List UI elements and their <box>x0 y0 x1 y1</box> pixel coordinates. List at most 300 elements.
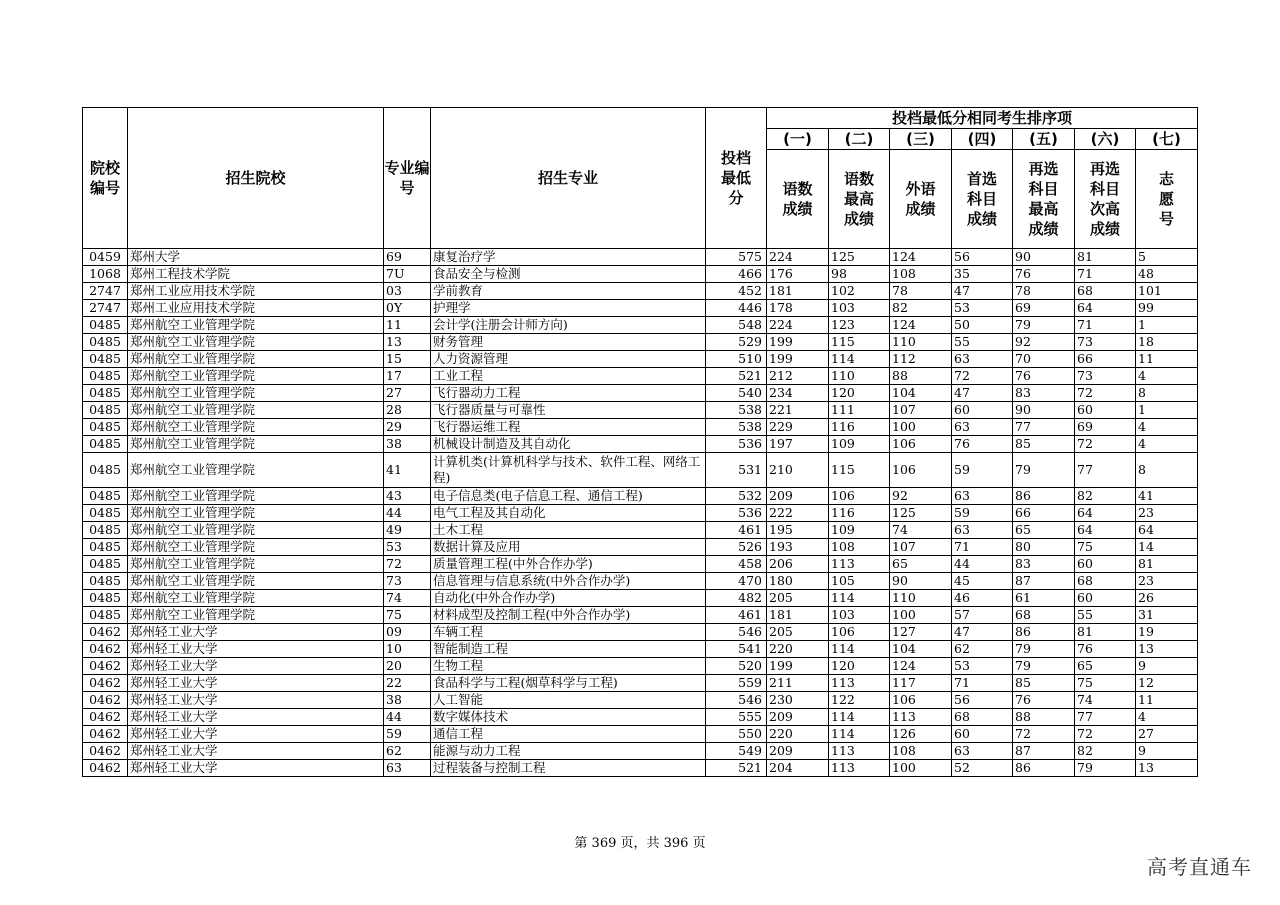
rank-item-cell: 113 <box>829 675 890 692</box>
rank-item-cell: 81 <box>1075 624 1136 641</box>
rank-item-cell: 74 <box>1075 692 1136 709</box>
rank-item-cell: 108 <box>890 266 952 283</box>
major-code-cell: 44 <box>384 709 431 726</box>
rank-item-cell: 72 <box>1075 726 1136 743</box>
rank-item-cell: 60 <box>1075 556 1136 573</box>
rank-item-cell: 64 <box>1075 522 1136 539</box>
rank-item-cell: 113 <box>890 709 952 726</box>
rank-item-cell: 14 <box>1136 539 1198 556</box>
school-name-cell: 郑州轻工业大学 <box>128 624 384 641</box>
rank-item-cell: 112 <box>890 351 952 368</box>
min-score-cell: 541 <box>706 641 767 658</box>
school-name-cell: 郑州工业应用技术学院 <box>128 300 384 317</box>
rank-item-cell: 69 <box>1013 300 1075 317</box>
rank-item-cell: 73 <box>1075 334 1136 351</box>
rank-item-cell: 104 <box>890 385 952 402</box>
major-code-cell: 75 <box>384 607 431 624</box>
school-name-cell: 郑州轻工业大学 <box>128 709 384 726</box>
major-code-cell: 11 <box>384 317 431 334</box>
rank-item-cell: 46 <box>952 590 1013 607</box>
rank-item-cell: 110 <box>829 368 890 385</box>
school-code-cell: 0462 <box>83 658 128 675</box>
rank-item-cell: 48 <box>1136 266 1198 283</box>
min-score-cell: 446 <box>706 300 767 317</box>
rank-item-cell: 47 <box>952 624 1013 641</box>
rank-item-cell: 107 <box>890 402 952 419</box>
min-score-cell: 536 <box>706 505 767 522</box>
rank-item-cell: 90 <box>890 573 952 590</box>
school-code-cell: 0485 <box>83 590 128 607</box>
rank-item-cell: 114 <box>829 709 890 726</box>
rank-item-cell: 68 <box>952 709 1013 726</box>
rank-item-cell: 79 <box>1013 641 1075 658</box>
rank-item-cell: 110 <box>890 334 952 351</box>
school-name-cell: 郑州航空工业管理学院 <box>128 607 384 624</box>
table-row <box>83 249 1198 266</box>
rank-item-cell: 85 <box>1013 436 1075 453</box>
school-name-cell: 郑州轻工业大学 <box>128 641 384 658</box>
rank-item-cell: 1 <box>1136 317 1198 334</box>
school-code-cell: 0485 <box>83 573 128 590</box>
rank-item-cell: 68 <box>1075 283 1136 300</box>
rank-item-cell: 229 <box>767 419 829 436</box>
rank-item-cell: 125 <box>890 505 952 522</box>
rank-item-cell: 108 <box>829 539 890 556</box>
school-code-cell: 0485 <box>83 556 128 573</box>
table-row <box>83 641 1198 658</box>
rank-item-cell: 126 <box>890 726 952 743</box>
rank-item-cell: 75 <box>1075 539 1136 556</box>
rank-item-cell: 66 <box>1075 351 1136 368</box>
rank-item-cell: 69 <box>1075 419 1136 436</box>
rank-item-cell: 220 <box>767 641 829 658</box>
rank-item-cell: 209 <box>767 709 829 726</box>
header-min-score: 投档最低分 <box>706 108 767 249</box>
school-name-cell: 郑州航空工业管理学院 <box>128 419 384 436</box>
school-code-cell: 0485 <box>83 317 128 334</box>
table-row <box>83 419 1198 436</box>
rank-item-cell: 102 <box>829 283 890 300</box>
school-code-cell: 0462 <box>83 641 128 658</box>
rank-item-cell: 72 <box>1075 436 1136 453</box>
rank-item-cell: 45 <box>952 573 1013 590</box>
major-code-cell: 41 <box>384 453 431 488</box>
rank-item-cell: 71 <box>952 675 1013 692</box>
rank-item-cell: 65 <box>890 556 952 573</box>
school-code-cell: 0485 <box>83 522 128 539</box>
rank-item-cell: 176 <box>767 266 829 283</box>
rank-item-cell: 76 <box>1013 368 1075 385</box>
school-name-cell: 郑州航空工业管理学院 <box>128 334 384 351</box>
rank-item-cell: 221 <box>767 402 829 419</box>
rank-item-cell: 99 <box>1136 300 1198 317</box>
rank-item-cell: 31 <box>1136 607 1198 624</box>
rank-item-cell: 210 <box>767 453 829 488</box>
rank-item-cell: 79 <box>1013 658 1075 675</box>
major-name-cell: 数字媒体技术 <box>431 709 706 726</box>
rank-item-cell: 212 <box>767 368 829 385</box>
rank-item-cell: 209 <box>767 743 829 760</box>
major-code-cell: 03 <box>384 283 431 300</box>
major-code-cell: 73 <box>384 573 431 590</box>
rank-item-cell: 108 <box>890 743 952 760</box>
major-code-cell: 53 <box>384 539 431 556</box>
school-name-cell: 郑州航空工业管理学院 <box>128 522 384 539</box>
rank-item-cell: 11 <box>1136 692 1198 709</box>
table-row <box>83 522 1198 539</box>
major-code-cell: 7U <box>384 266 431 283</box>
school-name-cell: 郑州航空工业管理学院 <box>128 368 384 385</box>
major-name-cell: 信息管理与信息系统(中外合作办学) <box>431 573 706 590</box>
rank-item-cell: 206 <box>767 556 829 573</box>
min-score-cell: 559 <box>706 675 767 692</box>
rank-item-cell: 26 <box>1136 590 1198 607</box>
rank-item-cell: 114 <box>829 590 890 607</box>
table-row <box>83 726 1198 743</box>
school-code-cell: 0485 <box>83 402 128 419</box>
major-name-cell: 土木工程 <box>431 522 706 539</box>
rank-item-cell: 12 <box>1136 675 1198 692</box>
table-row <box>83 351 1198 368</box>
min-score-cell: 461 <box>706 607 767 624</box>
table-row <box>83 573 1198 590</box>
rank-item-cell: 109 <box>829 522 890 539</box>
rank-item-cell: 113 <box>829 556 890 573</box>
major-name-cell: 学前教育 <box>431 283 706 300</box>
school-code-cell: 0485 <box>83 351 128 368</box>
major-code-cell: 69 <box>384 249 431 266</box>
rank-item-cell: 106 <box>890 453 952 488</box>
rank-item-cell: 181 <box>767 607 829 624</box>
rank-item-cell: 106 <box>890 692 952 709</box>
major-code-cell: 38 <box>384 436 431 453</box>
major-code-cell: 44 <box>384 505 431 522</box>
rank-item-cell: 62 <box>952 641 1013 658</box>
table-row <box>83 266 1198 283</box>
major-name-cell: 食品安全与检测 <box>431 266 706 283</box>
min-score-cell: 538 <box>706 402 767 419</box>
rank-item-cell: 113 <box>829 760 890 777</box>
major-name-cell: 过程装备与控制工程 <box>431 760 706 777</box>
table-row <box>83 488 1198 505</box>
header-sub-label: 语数最高成绩 <box>829 150 890 249</box>
min-score-cell: 540 <box>706 385 767 402</box>
rank-item-cell: 83 <box>1013 385 1075 402</box>
major-name-cell: 生物工程 <box>431 658 706 675</box>
school-code-cell: 0485 <box>83 436 128 453</box>
major-code-cell: 49 <box>384 522 431 539</box>
rank-item-cell: 124 <box>890 249 952 266</box>
rank-item-cell: 80 <box>1013 539 1075 556</box>
major-code-cell: 27 <box>384 385 431 402</box>
rank-item-cell: 13 <box>1136 760 1198 777</box>
min-score-cell: 536 <box>706 436 767 453</box>
min-score-cell: 529 <box>706 334 767 351</box>
rank-item-cell: 60 <box>952 402 1013 419</box>
rank-item-cell: 4 <box>1136 368 1198 385</box>
rank-item-cell: 199 <box>767 334 829 351</box>
rank-item-cell: 104 <box>890 641 952 658</box>
school-name-cell: 郑州航空工业管理学院 <box>128 402 384 419</box>
rank-item-cell: 73 <box>1075 368 1136 385</box>
admission-table <box>82 107 1198 777</box>
school-code-cell: 2747 <box>83 300 128 317</box>
rank-item-cell: 234 <box>767 385 829 402</box>
header-ranking-group: 投档最低分相同考生排序项 <box>767 108 1198 129</box>
rank-item-cell: 4 <box>1136 419 1198 436</box>
rank-item-cell: 230 <box>767 692 829 709</box>
header-sub-label: 再选科目最高成绩 <box>1013 150 1075 249</box>
min-score-cell: 555 <box>706 709 767 726</box>
table-row <box>83 385 1198 402</box>
rank-item-cell: 72 <box>952 368 1013 385</box>
rank-item-cell: 101 <box>1136 283 1198 300</box>
rank-item-cell: 220 <box>767 726 829 743</box>
major-name-cell: 计算机类(计算机科学与技术、软件工程、网络工程) <box>431 453 706 488</box>
table-row <box>83 505 1198 522</box>
rank-item-cell: 63 <box>952 743 1013 760</box>
rank-item-cell: 8 <box>1136 385 1198 402</box>
rank-item-cell: 60 <box>1075 590 1136 607</box>
rank-item-cell: 110 <box>890 590 952 607</box>
major-code-cell: 63 <box>384 760 431 777</box>
table-row <box>83 402 1198 419</box>
rank-item-cell: 125 <box>829 249 890 266</box>
rank-item-cell: 56 <box>952 692 1013 709</box>
school-name-cell: 郑州航空工业管理学院 <box>128 351 384 368</box>
school-name-cell: 郑州轻工业大学 <box>128 658 384 675</box>
rank-item-cell: 90 <box>1013 402 1075 419</box>
rank-item-cell: 115 <box>829 453 890 488</box>
min-score-cell: 526 <box>706 539 767 556</box>
table-row <box>83 300 1198 317</box>
rank-item-cell: 197 <box>767 436 829 453</box>
school-code-cell: 1068 <box>83 266 128 283</box>
header-order-label: (一) <box>767 129 829 150</box>
header-major-code: 专业编号 <box>384 108 431 249</box>
rank-item-cell: 65 <box>1013 522 1075 539</box>
rank-item-cell: 68 <box>1075 573 1136 590</box>
rank-item-cell: 59 <box>952 453 1013 488</box>
major-code-cell: 72 <box>384 556 431 573</box>
rank-item-cell: 205 <box>767 590 829 607</box>
rank-item-cell: 4 <box>1136 436 1198 453</box>
rank-item-cell: 44 <box>952 556 1013 573</box>
rank-item-cell: 205 <box>767 624 829 641</box>
rank-item-cell: 86 <box>1013 624 1075 641</box>
major-name-cell: 食品科学与工程(烟草科学与工程) <box>431 675 706 692</box>
rank-item-cell: 90 <box>1013 249 1075 266</box>
rank-item-cell: 88 <box>1013 709 1075 726</box>
rank-item-cell: 76 <box>1013 692 1075 709</box>
major-name-cell: 人力资源管理 <box>431 351 706 368</box>
major-code-cell: 62 <box>384 743 431 760</box>
rank-item-cell: 86 <box>1013 760 1075 777</box>
major-code-cell: 43 <box>384 488 431 505</box>
major-name-cell: 电子信息类(电子信息工程、通信工程) <box>431 488 706 505</box>
school-name-cell: 郑州轻工业大学 <box>128 726 384 743</box>
rank-item-cell: 81 <box>1075 249 1136 266</box>
rank-item-cell: 199 <box>767 351 829 368</box>
rank-item-cell: 85 <box>1013 675 1075 692</box>
rank-item-cell: 115 <box>829 334 890 351</box>
rank-item-cell: 116 <box>829 419 890 436</box>
rank-item-cell: 64 <box>1075 300 1136 317</box>
school-name-cell: 郑州航空工业管理学院 <box>128 385 384 402</box>
school-code-cell: 0462 <box>83 743 128 760</box>
min-score-cell: 546 <box>706 624 767 641</box>
major-name-cell: 飞行器质量与可靠性 <box>431 402 706 419</box>
header-order-label: (二) <box>829 129 890 150</box>
rank-item-cell: 47 <box>952 283 1013 300</box>
rank-item-cell: 64 <box>1136 522 1198 539</box>
major-name-cell: 康复治疗学 <box>431 249 706 266</box>
rank-item-cell: 109 <box>829 436 890 453</box>
school-code-cell: 0485 <box>83 368 128 385</box>
rank-item-cell: 23 <box>1136 505 1198 522</box>
rank-item-cell: 211 <box>767 675 829 692</box>
header-sub-label: 语数成绩 <box>767 150 829 249</box>
rank-item-cell: 79 <box>1013 453 1075 488</box>
rank-item-cell: 103 <box>829 607 890 624</box>
school-code-cell: 0462 <box>83 709 128 726</box>
major-name-cell: 人工智能 <box>431 692 706 709</box>
rank-item-cell: 19 <box>1136 624 1198 641</box>
rank-item-cell: 193 <box>767 539 829 556</box>
rank-item-cell: 41 <box>1136 488 1198 505</box>
min-score-cell: 546 <box>706 692 767 709</box>
rank-item-cell: 107 <box>890 539 952 556</box>
rank-item-cell: 71 <box>1075 317 1136 334</box>
rank-item-cell: 224 <box>767 317 829 334</box>
table-row <box>83 692 1198 709</box>
rank-item-cell: 71 <box>1075 266 1136 283</box>
major-name-cell: 工业工程 <box>431 368 706 385</box>
rank-item-cell: 199 <box>767 658 829 675</box>
major-name-cell: 材料成型及控制工程(中外合作办学) <box>431 607 706 624</box>
table-row <box>83 334 1198 351</box>
rank-item-cell: 66 <box>1013 505 1075 522</box>
table-row <box>83 453 1198 488</box>
header-sub-label: 首选科目成绩 <box>952 150 1013 249</box>
major-code-cell: 38 <box>384 692 431 709</box>
rank-item-cell: 111 <box>829 402 890 419</box>
rank-item-cell: 116 <box>829 505 890 522</box>
rank-item-cell: 78 <box>1013 283 1075 300</box>
rank-item-cell: 56 <box>952 249 1013 266</box>
school-code-cell: 0485 <box>83 505 128 522</box>
header-sub-label: 志愿号 <box>1136 150 1198 249</box>
rank-item-cell: 68 <box>1013 607 1075 624</box>
major-name-cell: 机械设计制造及其自动化 <box>431 436 706 453</box>
major-code-cell: 17 <box>384 368 431 385</box>
header-order-label: (四) <box>952 129 1013 150</box>
rank-item-cell: 74 <box>890 522 952 539</box>
rank-item-cell: 180 <box>767 573 829 590</box>
rank-item-cell: 9 <box>1136 658 1198 675</box>
table-row <box>83 607 1198 624</box>
major-name-cell: 数据计算及应用 <box>431 539 706 556</box>
major-code-cell: 15 <box>384 351 431 368</box>
min-score-cell: 521 <box>706 368 767 385</box>
rank-item-cell: 79 <box>1075 760 1136 777</box>
school-name-cell: 郑州轻工业大学 <box>128 743 384 760</box>
major-code-cell: 74 <box>384 590 431 607</box>
header-sub-label: 再选科目次高成绩 <box>1075 150 1136 249</box>
rank-item-cell: 106 <box>829 624 890 641</box>
table-row <box>83 283 1198 300</box>
school-name-cell: 郑州航空工业管理学院 <box>128 436 384 453</box>
rank-item-cell: 72 <box>1013 726 1075 743</box>
rank-item-cell: 65 <box>1075 658 1136 675</box>
rank-item-cell: 222 <box>767 505 829 522</box>
rank-item-cell: 81 <box>1136 556 1198 573</box>
table-row <box>83 368 1198 385</box>
header-order-label: (六) <box>1075 129 1136 150</box>
watermark-text: 高考直通车 <box>1147 855 1252 879</box>
rank-item-cell: 63 <box>952 419 1013 436</box>
major-name-cell: 自动化(中外合作办学) <box>431 590 706 607</box>
major-code-cell: 09 <box>384 624 431 641</box>
rank-item-cell: 76 <box>1013 266 1075 283</box>
header-school-code: 院校编号 <box>83 108 128 249</box>
major-name-cell: 车辆工程 <box>431 624 706 641</box>
rank-item-cell: 122 <box>829 692 890 709</box>
header-school-name: 招生院校 <box>128 108 384 249</box>
min-score-cell: 452 <box>706 283 767 300</box>
rank-item-cell: 55 <box>1075 607 1136 624</box>
major-code-cell: 13 <box>384 334 431 351</box>
rank-item-cell: 53 <box>952 300 1013 317</box>
rank-item-cell: 82 <box>890 300 952 317</box>
rank-item-cell: 72 <box>1075 385 1136 402</box>
rank-item-cell: 117 <box>890 675 952 692</box>
rank-item-cell: 100 <box>890 419 952 436</box>
rank-item-cell: 82 <box>1075 488 1136 505</box>
school-code-cell: 0462 <box>83 675 128 692</box>
min-score-cell: 550 <box>706 726 767 743</box>
rank-item-cell: 83 <box>1013 556 1075 573</box>
min-score-cell: 575 <box>706 249 767 266</box>
table-row <box>83 590 1198 607</box>
school-code-cell: 0485 <box>83 607 128 624</box>
header-order-label: (三) <box>890 129 952 150</box>
school-code-cell: 0462 <box>83 760 128 777</box>
min-score-cell: 470 <box>706 573 767 590</box>
min-score-cell: 461 <box>706 522 767 539</box>
rank-item-cell: 60 <box>952 726 1013 743</box>
rank-item-cell: 127 <box>890 624 952 641</box>
rank-item-cell: 92 <box>1013 334 1075 351</box>
table-row <box>83 624 1198 641</box>
rank-item-cell: 71 <box>952 539 1013 556</box>
school-name-cell: 郑州航空工业管理学院 <box>128 317 384 334</box>
school-name-cell: 郑州航空工业管理学院 <box>128 488 384 505</box>
min-score-cell: 520 <box>706 658 767 675</box>
major-name-cell: 通信工程 <box>431 726 706 743</box>
header-order-label: (五) <box>1013 129 1075 150</box>
rank-item-cell: 103 <box>829 300 890 317</box>
rank-item-cell: 87 <box>1013 743 1075 760</box>
table-row <box>83 317 1198 334</box>
major-name-cell: 智能制造工程 <box>431 641 706 658</box>
rank-item-cell: 77 <box>1075 453 1136 488</box>
major-code-cell: 22 <box>384 675 431 692</box>
header-sub-label: 外语成绩 <box>890 150 952 249</box>
rank-item-cell: 23 <box>1136 573 1198 590</box>
rank-item-cell: 1 <box>1136 402 1198 419</box>
major-name-cell: 财务管理 <box>431 334 706 351</box>
